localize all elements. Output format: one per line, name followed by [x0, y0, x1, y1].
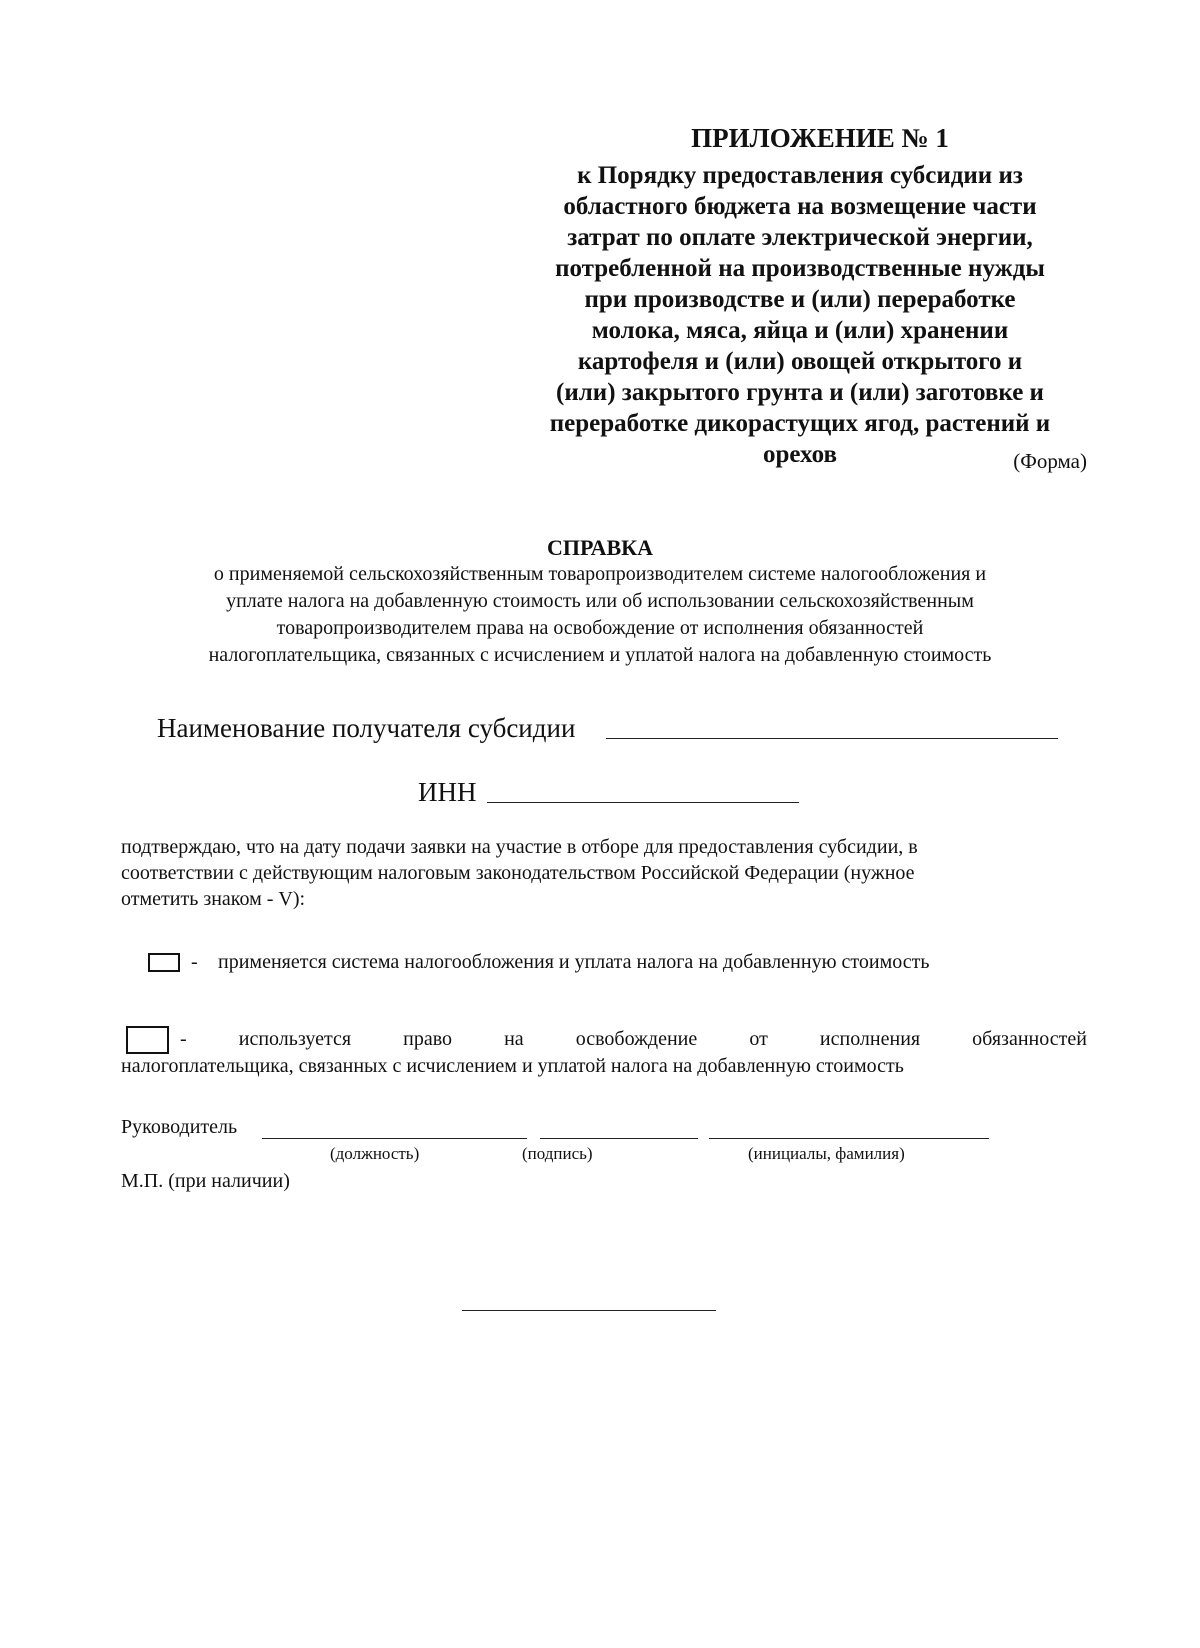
appendix-line: орехов: [763, 441, 837, 468]
recipient-name-field[interactable]: [606, 738, 1058, 739]
inn-label: ИНН: [418, 777, 477, 807]
signature-caption: (подпись): [522, 1144, 593, 1163]
appendix-line: к Порядку предоставления субсидии из: [577, 162, 1023, 189]
vat-exemption-option-text: налогоплательщика, связанных с исчислением и уплатой налога на добавленную стоимость: [121, 1055, 904, 1077]
vat-system-checkbox[interactable]: [148, 953, 180, 972]
vat-exemption-option-line: [180, 1026, 1087, 1052]
signature-field[interactable]: [540, 1138, 698, 1139]
confirmation-line: подтверждаю, что на дату подачи заявки на участие в отборе для предоставления субсидии, в: [121, 836, 918, 858]
stamp-label: М.П. (при наличии): [121, 1170, 290, 1192]
subtitle-line: уплате налога на добавленную стоимость или об использовании сельскохозяйственным: [226, 590, 974, 612]
bottom-separator: [462, 1310, 716, 1311]
option-word: на: [504, 1028, 524, 1050]
name-field[interactable]: [709, 1138, 989, 1139]
appendix-title: ПРИЛОЖЕНИЕ № 1: [691, 123, 949, 153]
option-word: используется: [238, 1028, 352, 1050]
document-title: СПРАВКА: [546, 535, 654, 560]
subtitle-line: товаропроизводителем права на освобождение от исполнения обязанностей: [276, 617, 924, 639]
appendix-line: областного бюджета на возмещение части: [563, 193, 1037, 220]
confirmation-line: соответствии с действующим налоговым законодательством Российской Федерации (нужное: [121, 862, 915, 884]
option-word: освобождение: [575, 1028, 698, 1050]
appendix-line: (или) закрытого грунта и (или) заготовке и: [556, 379, 1044, 406]
vat-exemption-checkbox[interactable]: [126, 1026, 169, 1054]
appendix-line: переработке дикорастущих ягод, растений и: [549, 410, 1051, 437]
option-dash: -: [191, 951, 198, 973]
form-label: (Форма): [1013, 449, 1087, 473]
recipient-name-label: Наименование получателя субсидии: [157, 713, 576, 743]
option-word: обязанностей: [972, 1028, 1087, 1050]
option-word: право: [403, 1028, 452, 1050]
subtitle-line: налогоплательщика, связанных с исчислением и уплатой налога на добавленную стоимость: [208, 644, 992, 666]
appendix-line: при производстве и (или) переработке: [584, 286, 1016, 313]
appendix-line: затрат по оплате электрической энергии,: [567, 224, 1033, 251]
position-caption: (должность): [330, 1144, 420, 1163]
confirmation-line: отметить знаком - V):: [121, 888, 306, 910]
confirmation-paragraph: [121, 834, 1091, 912]
appendix-line: молока, мяса, яйца и (или) хранении: [591, 317, 1009, 344]
appendix-reference: [510, 160, 1090, 470]
option-word: исполнения: [819, 1028, 921, 1050]
head-label: Руководитель: [121, 1116, 238, 1138]
document-subtitle: [60, 561, 1140, 669]
name-caption: (инициалы, фамилия): [748, 1144, 905, 1163]
vat-system-option-text: применяется система налогообложения и уплата налога на добавленную стоимость: [218, 951, 930, 973]
subtitle-line: о применяемой сельскохозяйственным товаропроизводителем системе налогообложения и: [213, 563, 987, 585]
appendix-line: потребленной на производственные нужды: [555, 255, 1045, 282]
position-field[interactable]: [262, 1138, 527, 1139]
inn-field[interactable]: [487, 802, 799, 803]
option-dash: -: [180, 1028, 187, 1050]
option-word: от: [749, 1028, 768, 1050]
appendix-line: картофеля и (или) овощей открытого и: [577, 348, 1023, 375]
